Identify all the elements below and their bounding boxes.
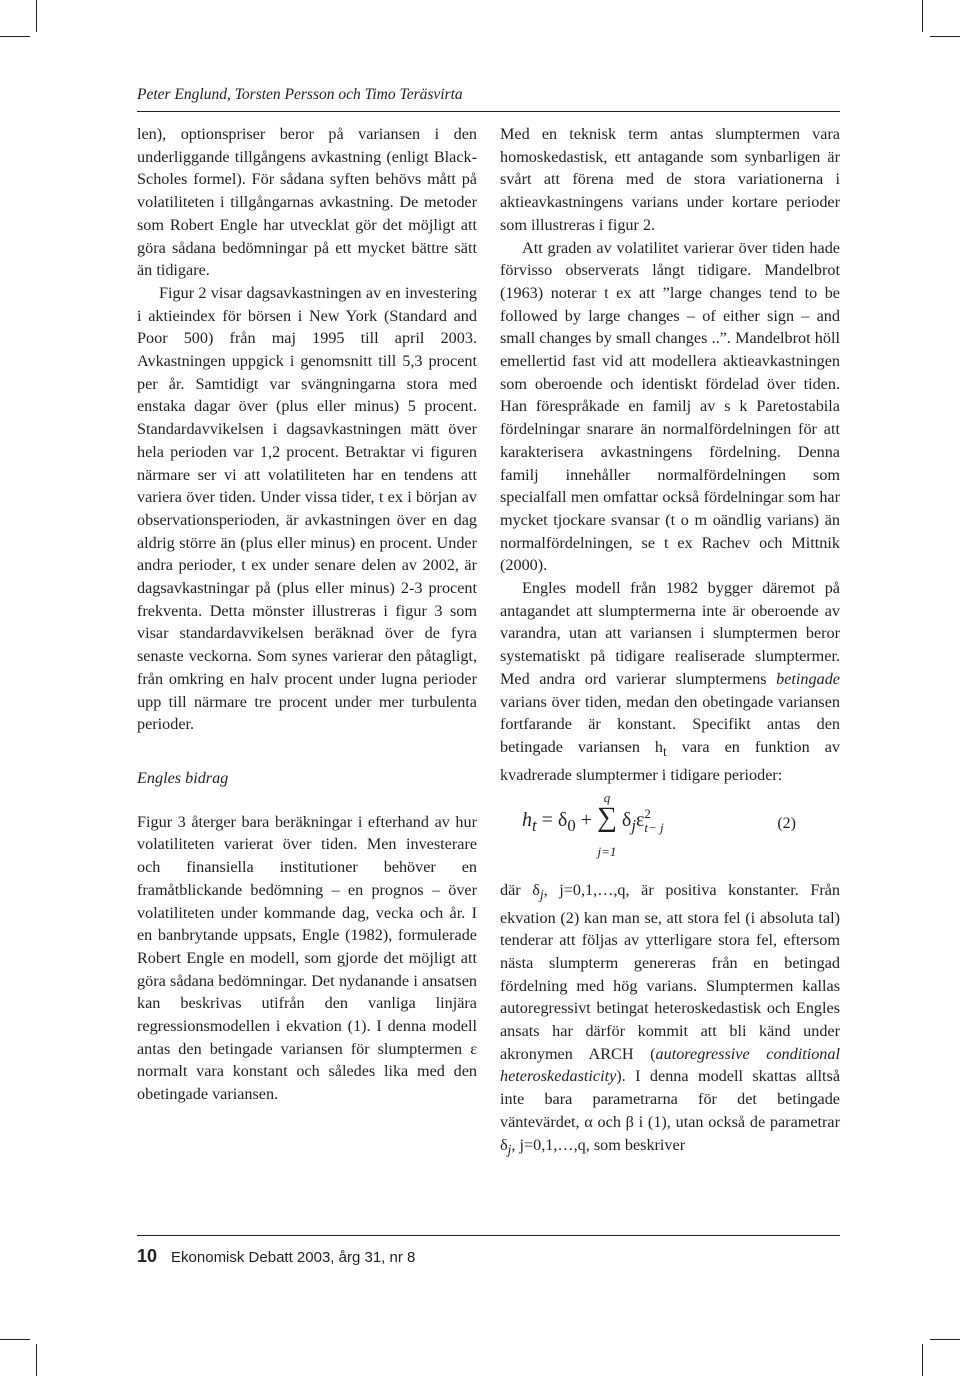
sum-upper: q [603, 789, 611, 805]
sum-lower: j=1 [597, 843, 617, 859]
right-column [500, 123, 840, 1162]
crop-mark [36, 1344, 37, 1376]
journal-title: Ekonomisk Debatt 2003, årg 31, nr 8 [171, 1249, 416, 1266]
paragraph: len), optionspriser beror på variansen i den underliggande tillgångens avkastning (enligt Black-Scholes formel). För sådana syften behövs mått på volatiliteten i tillgångarnas avkastning. De metoder som Robert Engle har utvecklat gör det möjligt att göra sådana bedömningar på ett mycket bättre sätt än tidigare. [137, 125, 477, 280]
section-heading: Engles bidrag [137, 768, 229, 787]
paragraph: där $\delta_j$, j=0,1,…,q, är positiva konstanter. Från ekvation (2) kan man se, att stora fel (i absoluta tal) tenderar att följas av ytterligare stora fel, eftersom nästa slumpterm genereras från en betingad fördelning med hög varians. Slumptermen kallas autoregressivt betingat heteroskedastisk och Engles ansats har därför kommit att bli känd under akronymen ARCH (autoregressive conditional heteroskedasticity). I denna modell skattas alltså inte bara parametrarna för det betingade väntevärdet, α och β i (1), utan också de parametrar $\delta_j$, j=0,1,…,q, som beskriver [500, 880, 841, 1157]
paragraph: Figur 2 visar dagsavkastningen av en investering i aktieindex för börsen i New York (Standard and Poor 500) från maj 1995 till april 2003. Avkastningen uppgick i genomsnitt till 5,3 procent per år. Samtidigt var svängningarna stora med enstaka dagar över (plus eller minus) 5 procent. Standardavvikelsen i dagsavkastningen mätt över hela perioden var 1,2 procent. Betraktar vi figuren närmare ser vi att volatiliteten har en tendens att variera över tiden. Under vissa tider, t ex i början av observationsperioden, är avkastningen över en dag aldrig större än (plus eller minus) en procent. Under andra perioder, t ex under senare delen av 2002, är dagsavkastningar på (plus eller minus) 2-3 procent frekventa. Detta mönster illustreras i figur 3 som visar standardavvikelsen beräknad över de fyra senaste veckorna. Som synes varierar den påtagligt, från omkring en halv procent under lugna perioder upp till närmare tre procent under mer turbulenta perioder. [137, 283, 477, 734]
crop-mark [922, 0, 923, 32]
page-footer [137, 1246, 415, 1267]
sum-symbol: ∑ [596, 801, 617, 833]
paragraph: Figur 3 återger bara beräkningar i efterhand av hur volatiliteten varierat över tiden. Men investerare och finansiella institutioner behöver en framåtblickande bedömning – en prognos – över volatiliteten under kommande dag, vecka och år. I en banbrytande uppsats, Engle (1982), formulerade Robert Engle en modell, som gjorde det möjligt att göra sådana bedömningar. Det nydanande i ansatsen kan beskrivas utifrån den vanliga linjära regressionsmodellen i ekvation (1). I denna modell antas den betingade variansen för slumptermen ε normalt vara konstant och således lika med den obetingade variansen. [137, 812, 477, 1104]
equation-2 [500, 791, 840, 871]
running-header: Peter Englund, Torsten Persson och Timo Teräsvirta [137, 86, 463, 103]
crop-mark [0, 36, 30, 37]
crop-mark [36, 0, 37, 32]
paragraph: Med en teknisk term antas slumptermen vara homoskedastisk, ett antagande som synbarligen är svårt att förena med de stora variationerna i aktieavkastningens varians under kortare perioder som illustreras i figur 2. [500, 125, 840, 234]
footer-rule [137, 1235, 840, 1236]
left-column [137, 123, 477, 1106]
header-rule [137, 111, 840, 112]
equation-number: (2) [777, 814, 796, 832]
paragraph: Att graden av volatilitet varierar över tiden hade förvisso observerats långt tidigare. Mandelbrot (1963) noterar t ex att ”large changes tend to be followed by large changes – of either sign – and small changes by small changes ..”. Mandelbrot höll emellertid fast vid att modellera aktieavkastningen som oberoende och identiskt fördelad över tiden. Han förespråkade en familj av s k Paretostabila fördelningar snarare än normalfördelningen för att karakterisera avkastningens fördelning. Denna familj innehåller normalfördelningen som specialfall men omfattar också fördelningar som har mycket tjockare svansar (t o m oändlig varians) än normalfördelningen, se t ex Rachev och Mittnik (2000). [500, 238, 840, 575]
crop-mark [0, 1339, 30, 1340]
equation-body: $h_t = \delta_0$ + q ∑ j=1 $\delta_j\varepsilon$ 2 t− j [522, 807, 664, 838]
crop-mark [930, 36, 960, 37]
crop-mark [922, 1344, 923, 1376]
crop-mark [930, 1339, 960, 1340]
paragraph: Engles modell från 1982 bygger däremot på antagandet att slumptermerna inte är oberoende av varandra, utan att variansen i slumptermen beror systematiskt på tidigare realiserade slumptermer. Med andra ord varierar slumptermens betingade varians över tiden, medan den obetingade variansen fortfarande är konstant. Specifikt antas den betingade variansen $h_t$ vara en funktion av kvadrerade slumptermer i tidigare perioder: [500, 579, 840, 784]
page-number: 10 [137, 1246, 158, 1266]
